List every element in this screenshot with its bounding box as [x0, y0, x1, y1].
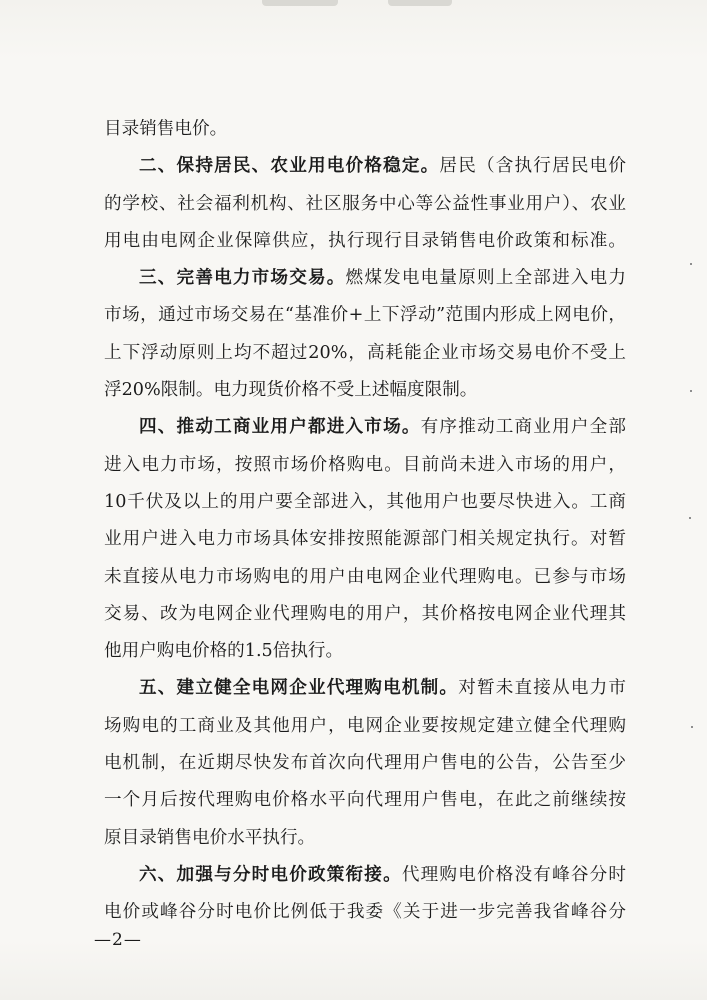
section-heading: 五、建立健全电网企业代理购电机制。	[139, 678, 459, 699]
text-line	[104, 372, 626, 409]
scan-speck	[690, 263, 692, 265]
line-text: 市场，通过市场交易在“基准价+上下浮动”范围内形成上网电价，	[104, 305, 626, 326]
scan-artifact	[388, 0, 452, 6]
line-text: 进入电力市场，按照市场价格购电。目前尚未进入市场的用户，	[104, 454, 626, 475]
line-text: 交易、改为电网企业代理购电的用户，其价格按电网企业代理其	[104, 603, 626, 624]
paragraph-heading-line	[104, 409, 626, 446]
text-line	[104, 745, 626, 782]
scan-speck	[691, 726, 693, 728]
text-line	[104, 782, 626, 819]
text-line	[104, 894, 626, 931]
text-line	[104, 484, 626, 521]
text-line	[104, 186, 626, 223]
line-text: 目录销售电价。	[104, 119, 228, 139]
text-line	[104, 521, 626, 558]
line-text: 有序推动工商业用户全部	[420, 417, 626, 438]
scan-artifact	[262, 0, 338, 6]
paragraph-heading-line	[104, 857, 626, 894]
section-heading: 三、完善电力市场交易。	[139, 268, 346, 289]
line-text: 未直接从电力市场购电的用户由电网企业代理购电。已参与市场	[104, 566, 626, 587]
page-number: —2—	[94, 930, 142, 950]
line-text: 燃煤发电电量原则上全部进入电力	[345, 268, 627, 289]
paragraph-heading-line	[104, 148, 626, 185]
section-heading: 六、加强与分时电价政策衔接。	[139, 864, 402, 885]
line-text: 他用户购电价格的1.5倍执行。	[104, 641, 344, 662]
line-text: 10千伏及以上的用户要全部进入，其他用户也要尽快进入。工商	[104, 491, 626, 512]
line-text: 对暂未直接从电力市	[458, 678, 626, 699]
text-line	[104, 447, 626, 484]
line-text: 业用户进入电力市场具体安排按照能源部门相关规定执行。对暂	[104, 529, 626, 550]
scan-speck	[689, 517, 691, 519]
paragraph-heading-line	[104, 260, 626, 297]
section-heading: 四、推动工商业用户都进入市场。	[139, 417, 421, 438]
paragraph-heading-line	[104, 670, 626, 707]
line-text: 浮20%限制。电力现货价格不受上述幅度限制。	[104, 380, 478, 401]
line-text: 场购电的工商业及其他用户，电网企业要按规定建立健全代理购	[104, 715, 626, 736]
text-line	[104, 335, 626, 372]
line-text: 一个月后按代理购电价格水平向代理用户售电，在此之前继续按	[104, 790, 626, 811]
text-line	[104, 633, 626, 670]
line-text: 电机制，在近期尽快发布首次向代理用户售电的公告，公告至少	[104, 753, 626, 774]
line-text: 电价或峰谷分时电价比例低于我委《关于进一步完善我省峰谷分	[104, 902, 626, 923]
line-text: 上下浮动原则上均不超过20%，高耗能企业市场交易电价不受上	[104, 342, 626, 363]
line-text: 居民（含执行居民电价	[439, 156, 626, 177]
text-line	[104, 111, 626, 148]
line-text: 用电由电网企业保障供应，执行现行目录销售电价政策和标准。	[104, 230, 626, 251]
text-line	[104, 559, 626, 596]
text-line	[104, 223, 626, 260]
text-line	[104, 297, 626, 334]
text-line	[104, 820, 626, 857]
line-text: 代理购电价格没有峰谷分时	[401, 864, 627, 885]
line-text: 原目录销售电价水平执行。	[104, 827, 316, 848]
document-body	[104, 111, 626, 932]
line-text: 的学校、社会福利机构、社区服务中心等公益性事业用户）、农业	[104, 193, 626, 214]
scan-speck	[690, 390, 692, 392]
section-heading: 二、保持居民、农业用电价格稳定。	[139, 156, 440, 177]
text-line	[104, 596, 626, 633]
text-line	[104, 708, 626, 745]
